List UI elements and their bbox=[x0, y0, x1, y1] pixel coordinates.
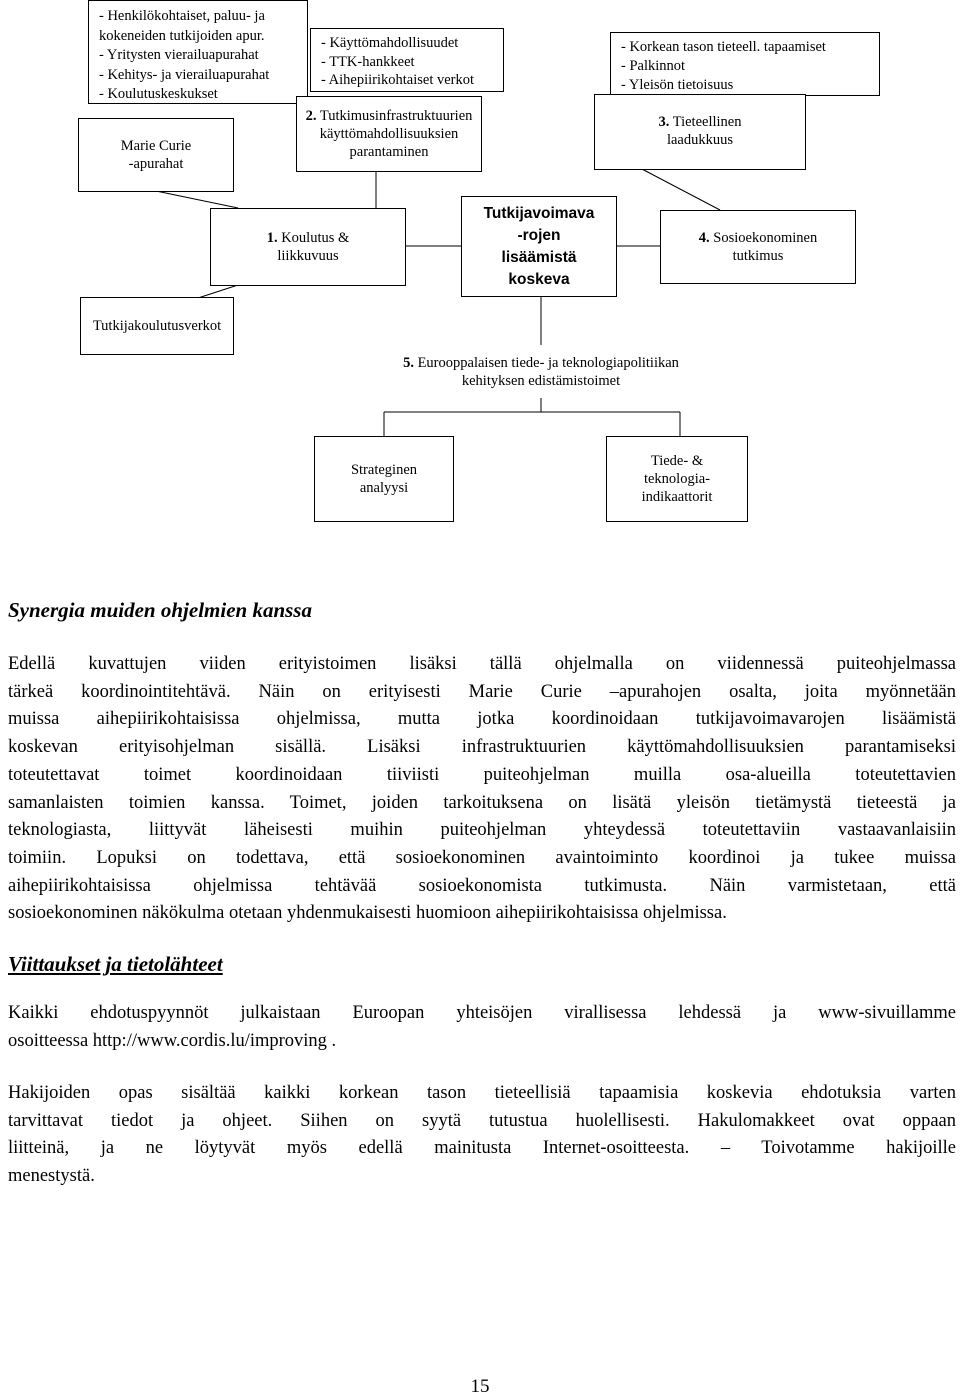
text-line: teknologiasta, liittyvät läheisesti muihin puiteohjelman yhteydessä toteutettaviin vastaavanlaisiin bbox=[8, 820, 956, 841]
box-action-1-training bbox=[210, 208, 406, 286]
box-line: tutkimus bbox=[732, 248, 784, 264]
list-line: - Yritysten vierailuapurahat bbox=[99, 47, 259, 63]
list-line: - Yleisön tietoisuus bbox=[621, 77, 734, 93]
text-line: Hakijoiden opas sisältää kaikki korkean tason tieteellisiä tapaamisia koskevia ehdotuksia varten bbox=[8, 1083, 956, 1103]
list-box-high-level bbox=[610, 32, 880, 96]
box-line: Koulutus & bbox=[281, 230, 350, 246]
text-line: toimiin. Lopuksi on todettava, että sosioekonominen avaintoiminto koordinoi ja tukee muissa bbox=[8, 847, 956, 868]
list-line: - Aihepiirikohtaiset verkot bbox=[321, 72, 475, 88]
box-line: Strateginen bbox=[350, 462, 418, 478]
box-line: koskeva bbox=[508, 270, 570, 288]
action-number: 3. bbox=[658, 114, 670, 130]
box-line: analyysi bbox=[359, 480, 409, 496]
box-line: Tiede- & bbox=[650, 453, 704, 469]
box-line: -apurahat bbox=[128, 156, 184, 172]
text-line: tärkeä koordinointitehtävä. Näin on erityisesti Marie Curie –apurahojen osalta, joita myönnetään bbox=[8, 681, 956, 702]
list-line: - Korkean tason tieteell. tapaamiset bbox=[621, 39, 826, 55]
text-line: koskevan erityisohjelman sisällä. Lisäksi infrastruktuurien käyttömahdollisuuksien parantamiseksi bbox=[8, 737, 956, 758]
box-line: lisäämistä bbox=[501, 248, 577, 266]
text-line: liitteinä, ja ne löytyvät myös edellä mainitusta Internet-osoitteesta. – Toivotamme hakijoille bbox=[8, 1138, 956, 1159]
box-action-3-quality bbox=[594, 94, 806, 170]
action-number: 2. bbox=[305, 108, 317, 124]
box-line: indikaattorit bbox=[641, 489, 713, 505]
box-title-row bbox=[403, 354, 679, 372]
box-strategic-analysis bbox=[314, 436, 454, 522]
text-line: Edellä kuvattujen viiden erityistoimen lisäksi tällä ohjelmalla on viidennessä puiteohjelmassa bbox=[8, 654, 956, 674]
box-indicators bbox=[606, 436, 748, 522]
box-line: teknologia- bbox=[643, 471, 711, 487]
paragraph-references-1 bbox=[8, 1000, 956, 1055]
box-line: kehityksen edistämistoimet bbox=[461, 372, 621, 389]
box-action-2-infrastructure bbox=[296, 96, 482, 172]
text-line: muissa aihepiirikohtaisissa ohjelmissa, mutta jotka koordinoidaan tutkijavoimavarojen lisäämistä bbox=[8, 709, 956, 730]
box-line: Sosioekonominen bbox=[713, 230, 818, 246]
box-central-programme bbox=[461, 196, 617, 297]
list-line: - Kehitys- ja vierailuapurahat bbox=[99, 66, 270, 83]
action-number: 1. bbox=[266, 230, 278, 246]
box-title-row bbox=[267, 229, 350, 247]
list-line: kokeneiden tutkijoiden apur. bbox=[99, 27, 265, 44]
paragraph-references-2 bbox=[8, 1080, 956, 1191]
text-line: osoitteessa http://www.cordis.lu/improving . bbox=[8, 1030, 337, 1051]
list-line: - TTK-hankkeet bbox=[321, 53, 415, 70]
box-line: käyttömahdollisuuksien bbox=[319, 126, 459, 142]
action-number: 4. bbox=[698, 230, 710, 246]
list-line: - Henkilökohtaiset, paluu- ja bbox=[99, 8, 265, 24]
paragraph-synergy bbox=[8, 651, 956, 928]
section-heading-references: Viittaukset ja tietolähteet bbox=[8, 952, 223, 976]
box-line: Marie Curie bbox=[120, 138, 192, 154]
box-line: Tieteellinen bbox=[672, 114, 742, 130]
box-marie-curie bbox=[78, 118, 234, 192]
box-title-row bbox=[699, 229, 817, 247]
text-line: tarvittavat tiedot ja ohjeet. Siihen on syytä tutustua huolellisesti. Hakulomakkeet ovat oppaan bbox=[8, 1110, 956, 1131]
box-action-4-socioeconomic bbox=[660, 210, 856, 284]
text-line: aihepiirikohtaisissa ohjelmissa tehtävää sosioekonomista tutkimusta. Näin varmistetaan, että bbox=[8, 875, 956, 896]
text-line: Kaikki ehdotuspyynnöt julkaistaan Euroopan yhteisöjen virallisessa lehdessä ja www-sivuillamme bbox=[8, 1003, 956, 1023]
box-line: Tutkijavoimava bbox=[483, 204, 595, 222]
list-box-individual-grants bbox=[88, 0, 308, 104]
box-line: Tutkijakoulutusverkot bbox=[92, 318, 222, 334]
box-line: parantaminen bbox=[349, 144, 429, 160]
box-title-row bbox=[659, 113, 742, 131]
action-number: 5. bbox=[403, 354, 414, 371]
section-heading-synergy: Synergia muiden ohjelmien kanssa bbox=[8, 598, 312, 622]
list-line: - Koulutuskeskukset bbox=[99, 86, 218, 102]
box-line: laadukkuus bbox=[666, 132, 734, 148]
box-training-networks bbox=[80, 297, 234, 355]
list-box-infrastructure bbox=[310, 28, 504, 92]
box-title-row bbox=[306, 107, 473, 125]
box-line: Eurooppalaisen tiede- ja teknologiapolitiikan bbox=[417, 354, 679, 371]
text-line: menestystä. bbox=[8, 1166, 95, 1187]
box-action-5-policy bbox=[380, 345, 702, 398]
box-line: liikkuvuus bbox=[277, 248, 339, 264]
text-line: toteutettavat toimet koordinoidaan tiiviisti puiteohjelman muilla osa-alueilla toteutettavien bbox=[8, 764, 956, 785]
text-line: sosioekonominen näkökulma otetaan yhdenmukaisesti huomioon aihepiirikohtaisissa ohjelmissa. bbox=[8, 903, 727, 924]
box-line: Tutkimusinfrastruktuurien bbox=[319, 108, 473, 124]
text-line: samanlaisten toimien kanssa. Toimet, joiden tarkoituksena on lisätä yleisön tietämystä tieteestä ja bbox=[8, 792, 956, 813]
box-line: -rojen bbox=[517, 226, 561, 244]
list-line: - Käyttömahdollisuudet bbox=[321, 35, 459, 51]
page-number: 15 bbox=[470, 1376, 490, 1397]
list-line: - Palkinnot bbox=[621, 58, 686, 74]
